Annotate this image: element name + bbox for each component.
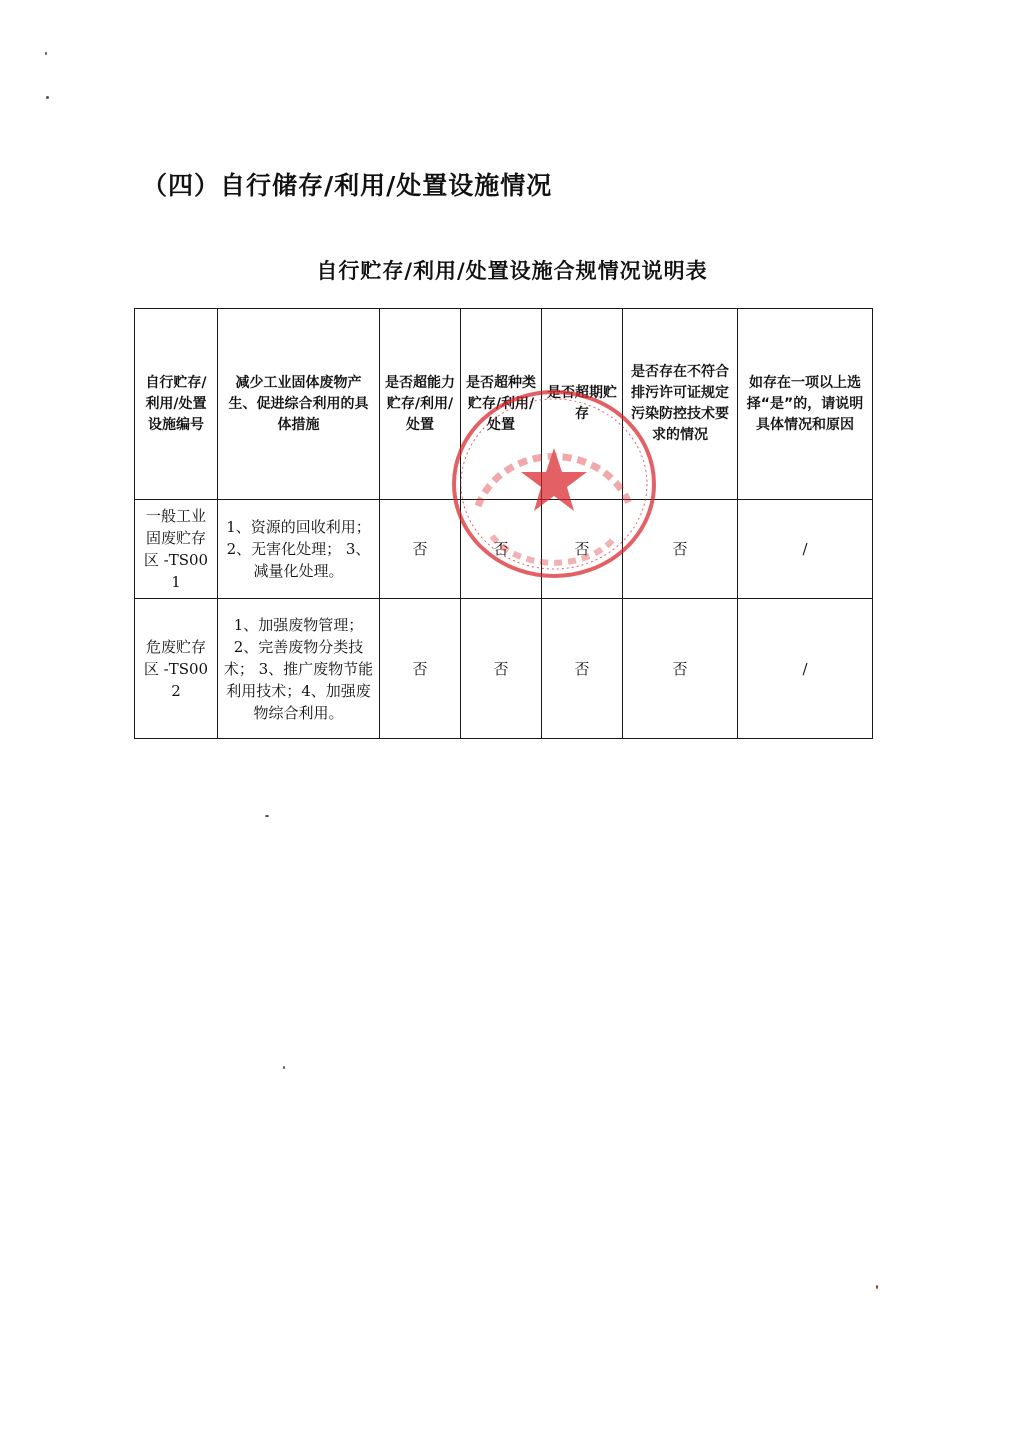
table-header-row	[135, 309, 873, 500]
cell-over-type: 否	[461, 599, 542, 739]
table-row	[135, 500, 873, 599]
header-facility-id: 自行贮存/利用/处置设施编号	[135, 309, 218, 500]
cell-noncompliance: 否	[623, 599, 738, 739]
cell-facility-id: 一般工业固废贮存区 -TS001	[135, 500, 218, 599]
cell-measures: 1、加强废物管理；2、完善废物分类技术； 3、推广废物节能利用技术；4、加强废物综合利用。	[218, 599, 380, 739]
cell-over-capacity: 否	[380, 500, 461, 599]
cell-noncompliance: 否	[623, 500, 738, 599]
header-over-capacity: 是否超能力贮存/利用/处置	[380, 309, 461, 500]
cell-over-type: 否	[461, 500, 542, 599]
section-title: （四）自行储存/利用/处置设施情况	[142, 171, 553, 200]
cell-explanation: /	[738, 599, 873, 739]
header-noncompliance: 是否存在不符合排污许可证规定污染防控技术要求的情况	[623, 309, 738, 500]
cell-explanation: /	[738, 500, 873, 599]
scan-speck	[876, 1285, 878, 1289]
header-over-type: 是否超种类贮存/利用/处置	[461, 309, 542, 500]
scan-speck	[46, 96, 49, 99]
header-explanation: 如存在一项以上选择“是”的，请说明具体情况和原因	[738, 309, 873, 500]
header-measures: 减少工业固体废物产生、促进综合利用的具体措施	[218, 309, 380, 500]
scan-speck	[45, 52, 47, 55]
cell-measures: 1、资源的回收利用； 2、无害化处理； 3、减量化处理。	[218, 500, 380, 599]
cell-over-period: 否	[542, 599, 623, 739]
header-over-period: 是否超期贮存	[542, 309, 623, 500]
compliance-table	[134, 308, 873, 739]
cell-facility-id: 危废贮存区 -TS002	[135, 599, 218, 739]
scan-speck	[265, 815, 269, 817]
cell-over-capacity: 否	[380, 599, 461, 739]
cell-over-period: 否	[542, 500, 623, 599]
table-row	[135, 599, 873, 739]
table-title: 自行贮存/利用/处置设施合规情况说明表	[316, 259, 708, 283]
scan-speck	[283, 1066, 285, 1069]
